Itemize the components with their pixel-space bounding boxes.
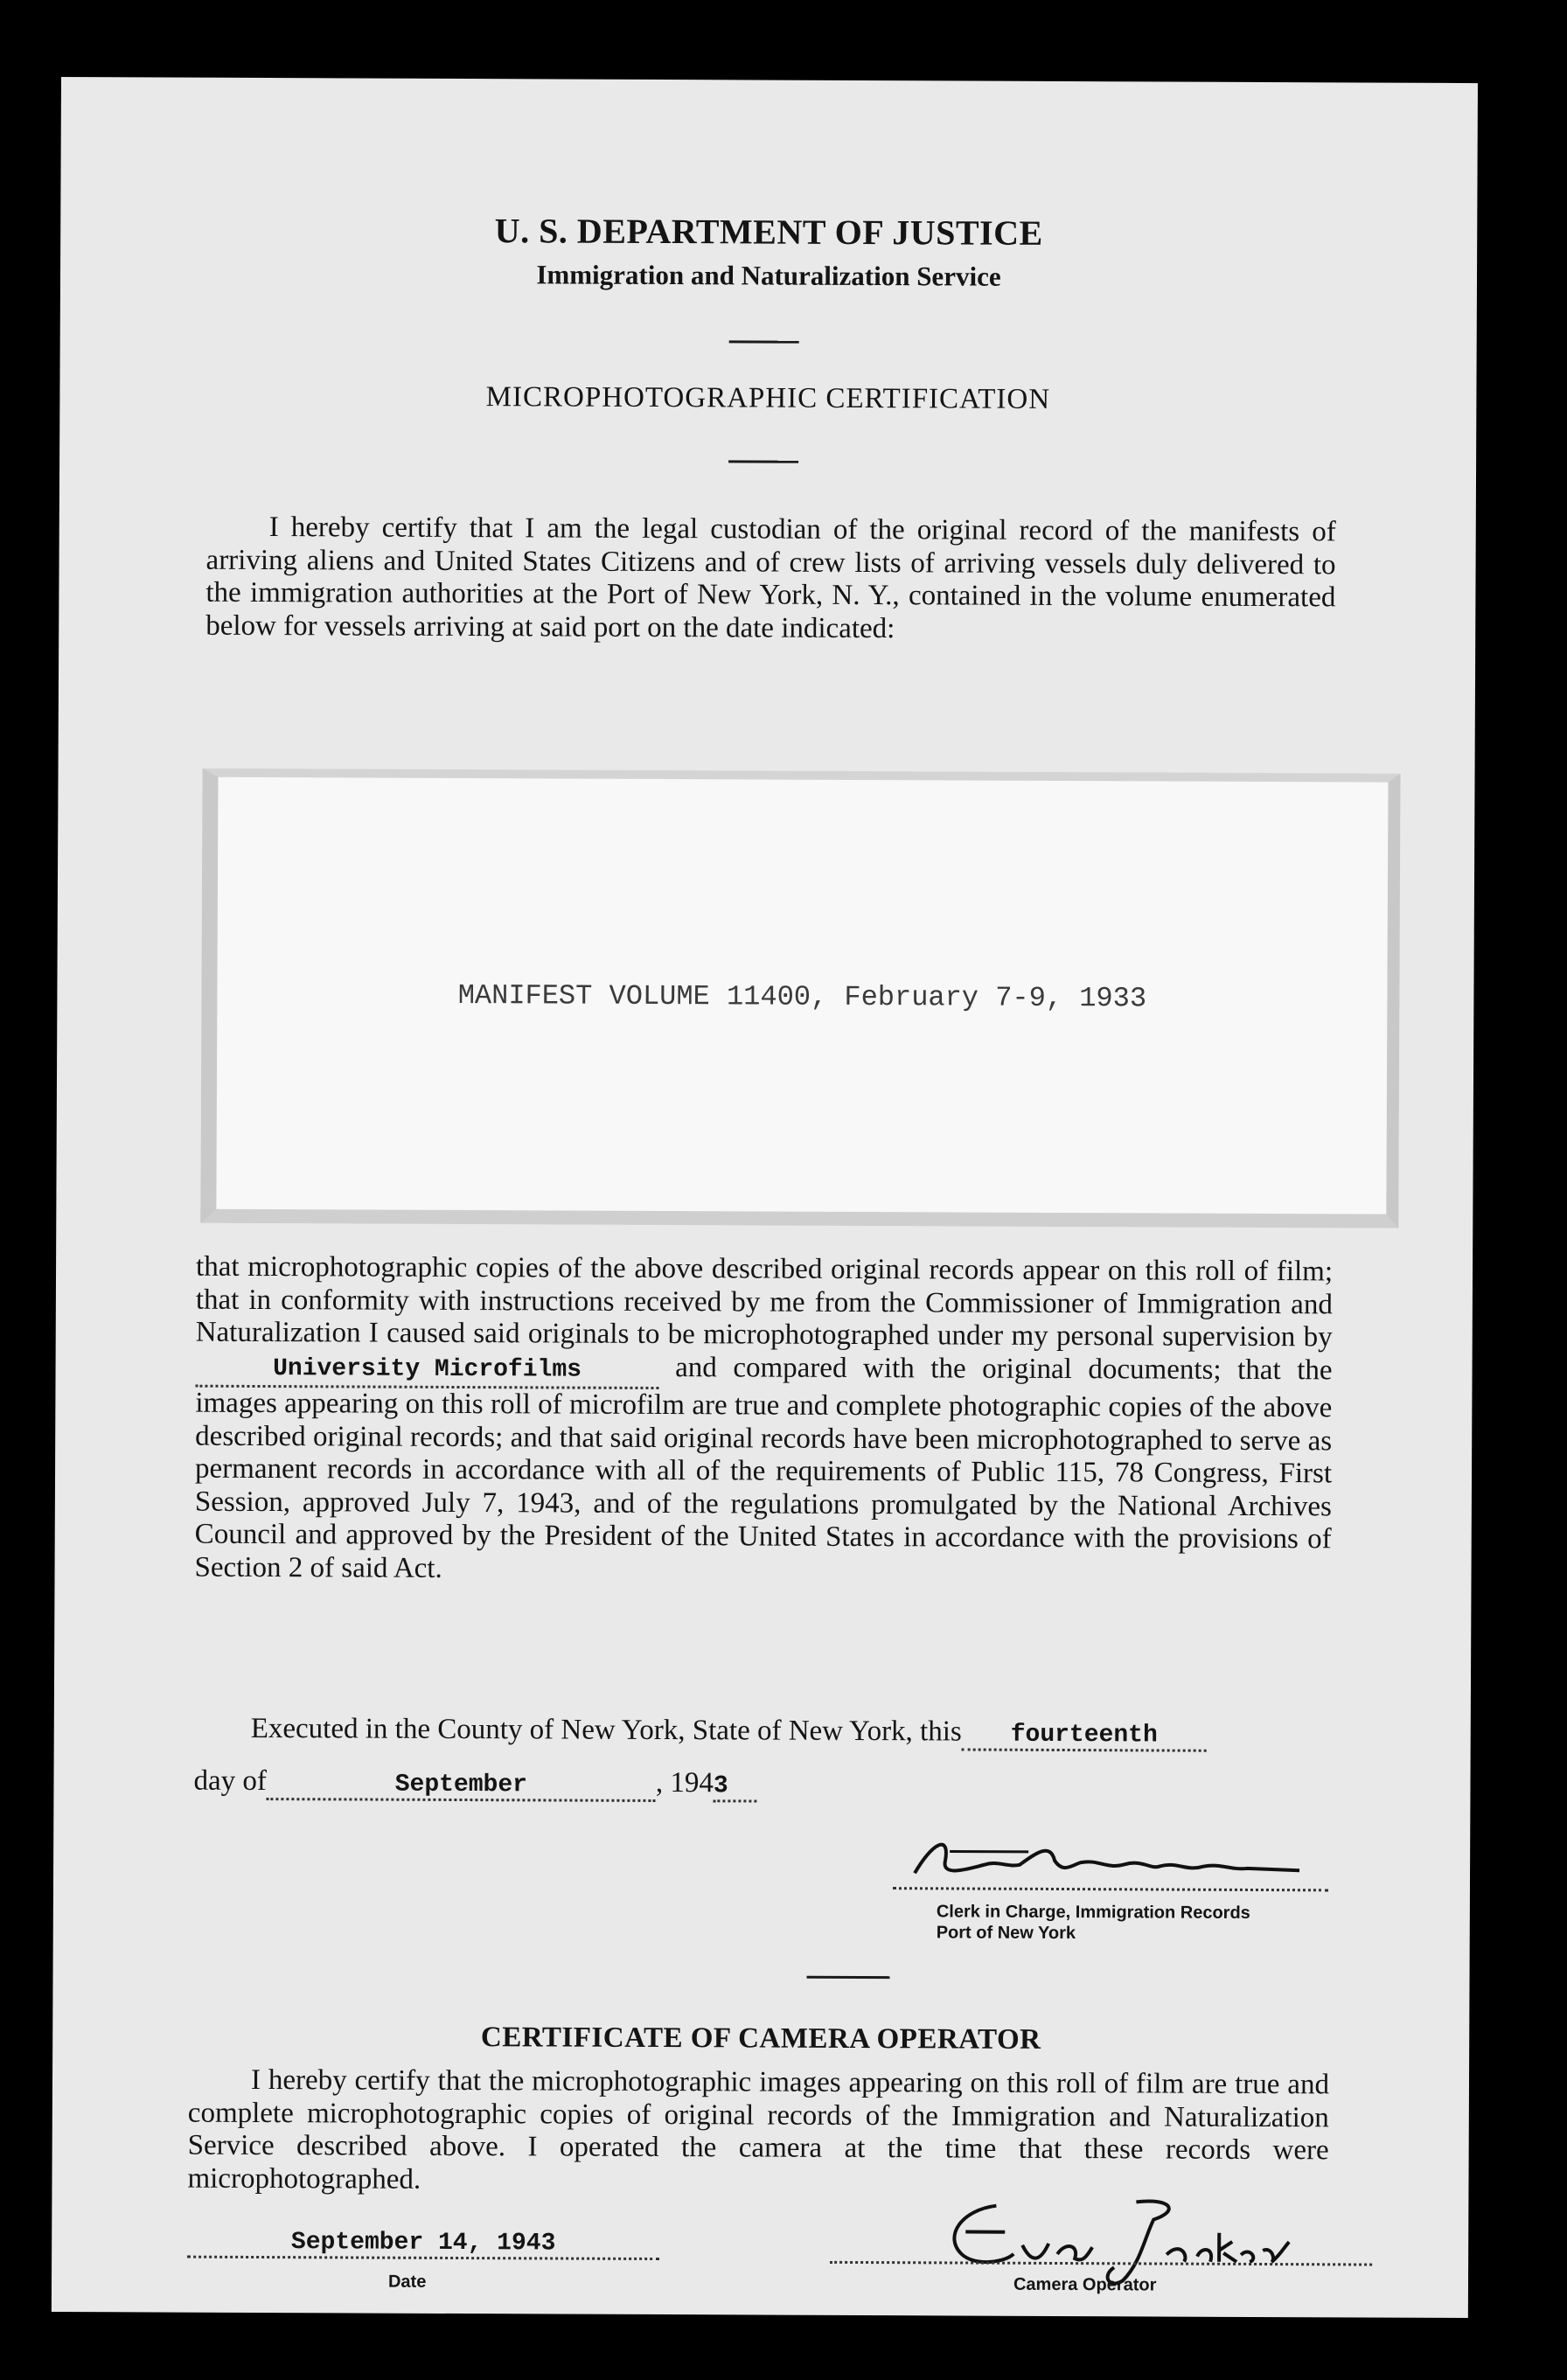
certification-text-part2: and compared with the original documents; that the images appearing on this roll of microfilm are true and complete photographic copies of the above described original records; and that said original records have been microphotographed to serve as permanent records in accordance with all of the requirements of Public 115, 78 Congress, First Session, approved July 7, 1943, and of the regulations promulgated by the National Archives Council and approved by the President of the United States in accordance with the provisions of Section 2 of said Act.: [194, 1351, 1333, 1584]
custodian-paragraph: I hereby certify that I am the legal custodian of the original record of the manifests of arriving aliens and United States Citizens and of crew lists of arriving vessels duly delivered to the immigration authorities at the Port of New York, N. Y., contained in the volume enumerated below for vessels arriving at said port on the date indicated:: [205, 511, 1336, 644]
divider-rule: [807, 1976, 890, 1979]
year-prefix: , 194: [655, 1766, 714, 1799]
manifest-card: [200, 769, 1400, 1228]
operator-date-field: September 14, 1943: [187, 2229, 659, 2260]
service-subtitle: Immigration and Naturalization Service: [536, 259, 1001, 292]
execution-year-field: 3: [714, 1772, 757, 1802]
department-title: U. S. DEPARTMENT OF JUSTICE: [494, 211, 1043, 253]
certification-title: MICROPHOTOGRAPHIC CERTIFICATION: [485, 381, 1051, 415]
certificate-page: [52, 77, 1478, 2318]
clerk-signature-image: [897, 1825, 1334, 1896]
manifest-volume-text: MANIFEST VOLUME 11400, February 7-9, 1933: [457, 978, 1147, 1015]
clerk-title: [937, 1901, 1250, 1945]
operator-paragraph: I hereby certify that the microphotographic images appearing on this roll of film are true and complete microphotographic copies of original records of the Immigration and Naturalization Service described above. I operated the camera at the time that these records were microphotographed.: [187, 2063, 1330, 2196]
operator-heading: CERTIFICATE OF CAMERA OPERATOR: [480, 2022, 1041, 2056]
date-line: [193, 1765, 757, 1803]
execution-month-field: September: [267, 1771, 656, 1802]
day-of-label: day of: [193, 1764, 267, 1798]
divider-rule: [729, 340, 799, 343]
supervisor-field: University Microfilms: [195, 1352, 658, 1389]
clerk-title-line2: Port of New York: [936, 1923, 1076, 1944]
divider-rule: [728, 460, 798, 463]
certification-text-part1: that microphotographic copies of the above described original records appear on this roll of film; that in conformity with instructions received by me from the Commissioner of Immigration and Naturalization I caused said originals to be microphotographed under my personal supervision by: [195, 1250, 1334, 1354]
clerk-title-line1: Clerk in Charge, Immigration Records: [936, 1902, 1250, 1923]
certification-paragraph: [194, 1251, 1333, 1590]
execution-day-field: fourteenth: [962, 1722, 1207, 1752]
execution-prefix: Executed in the County of New York, State of New York, this: [250, 1712, 962, 1748]
execution-line: [251, 1713, 1207, 1752]
operator-date-label: Date: [387, 2272, 427, 2292]
camera-operator-label: Camera Operator: [1013, 2274, 1157, 2295]
